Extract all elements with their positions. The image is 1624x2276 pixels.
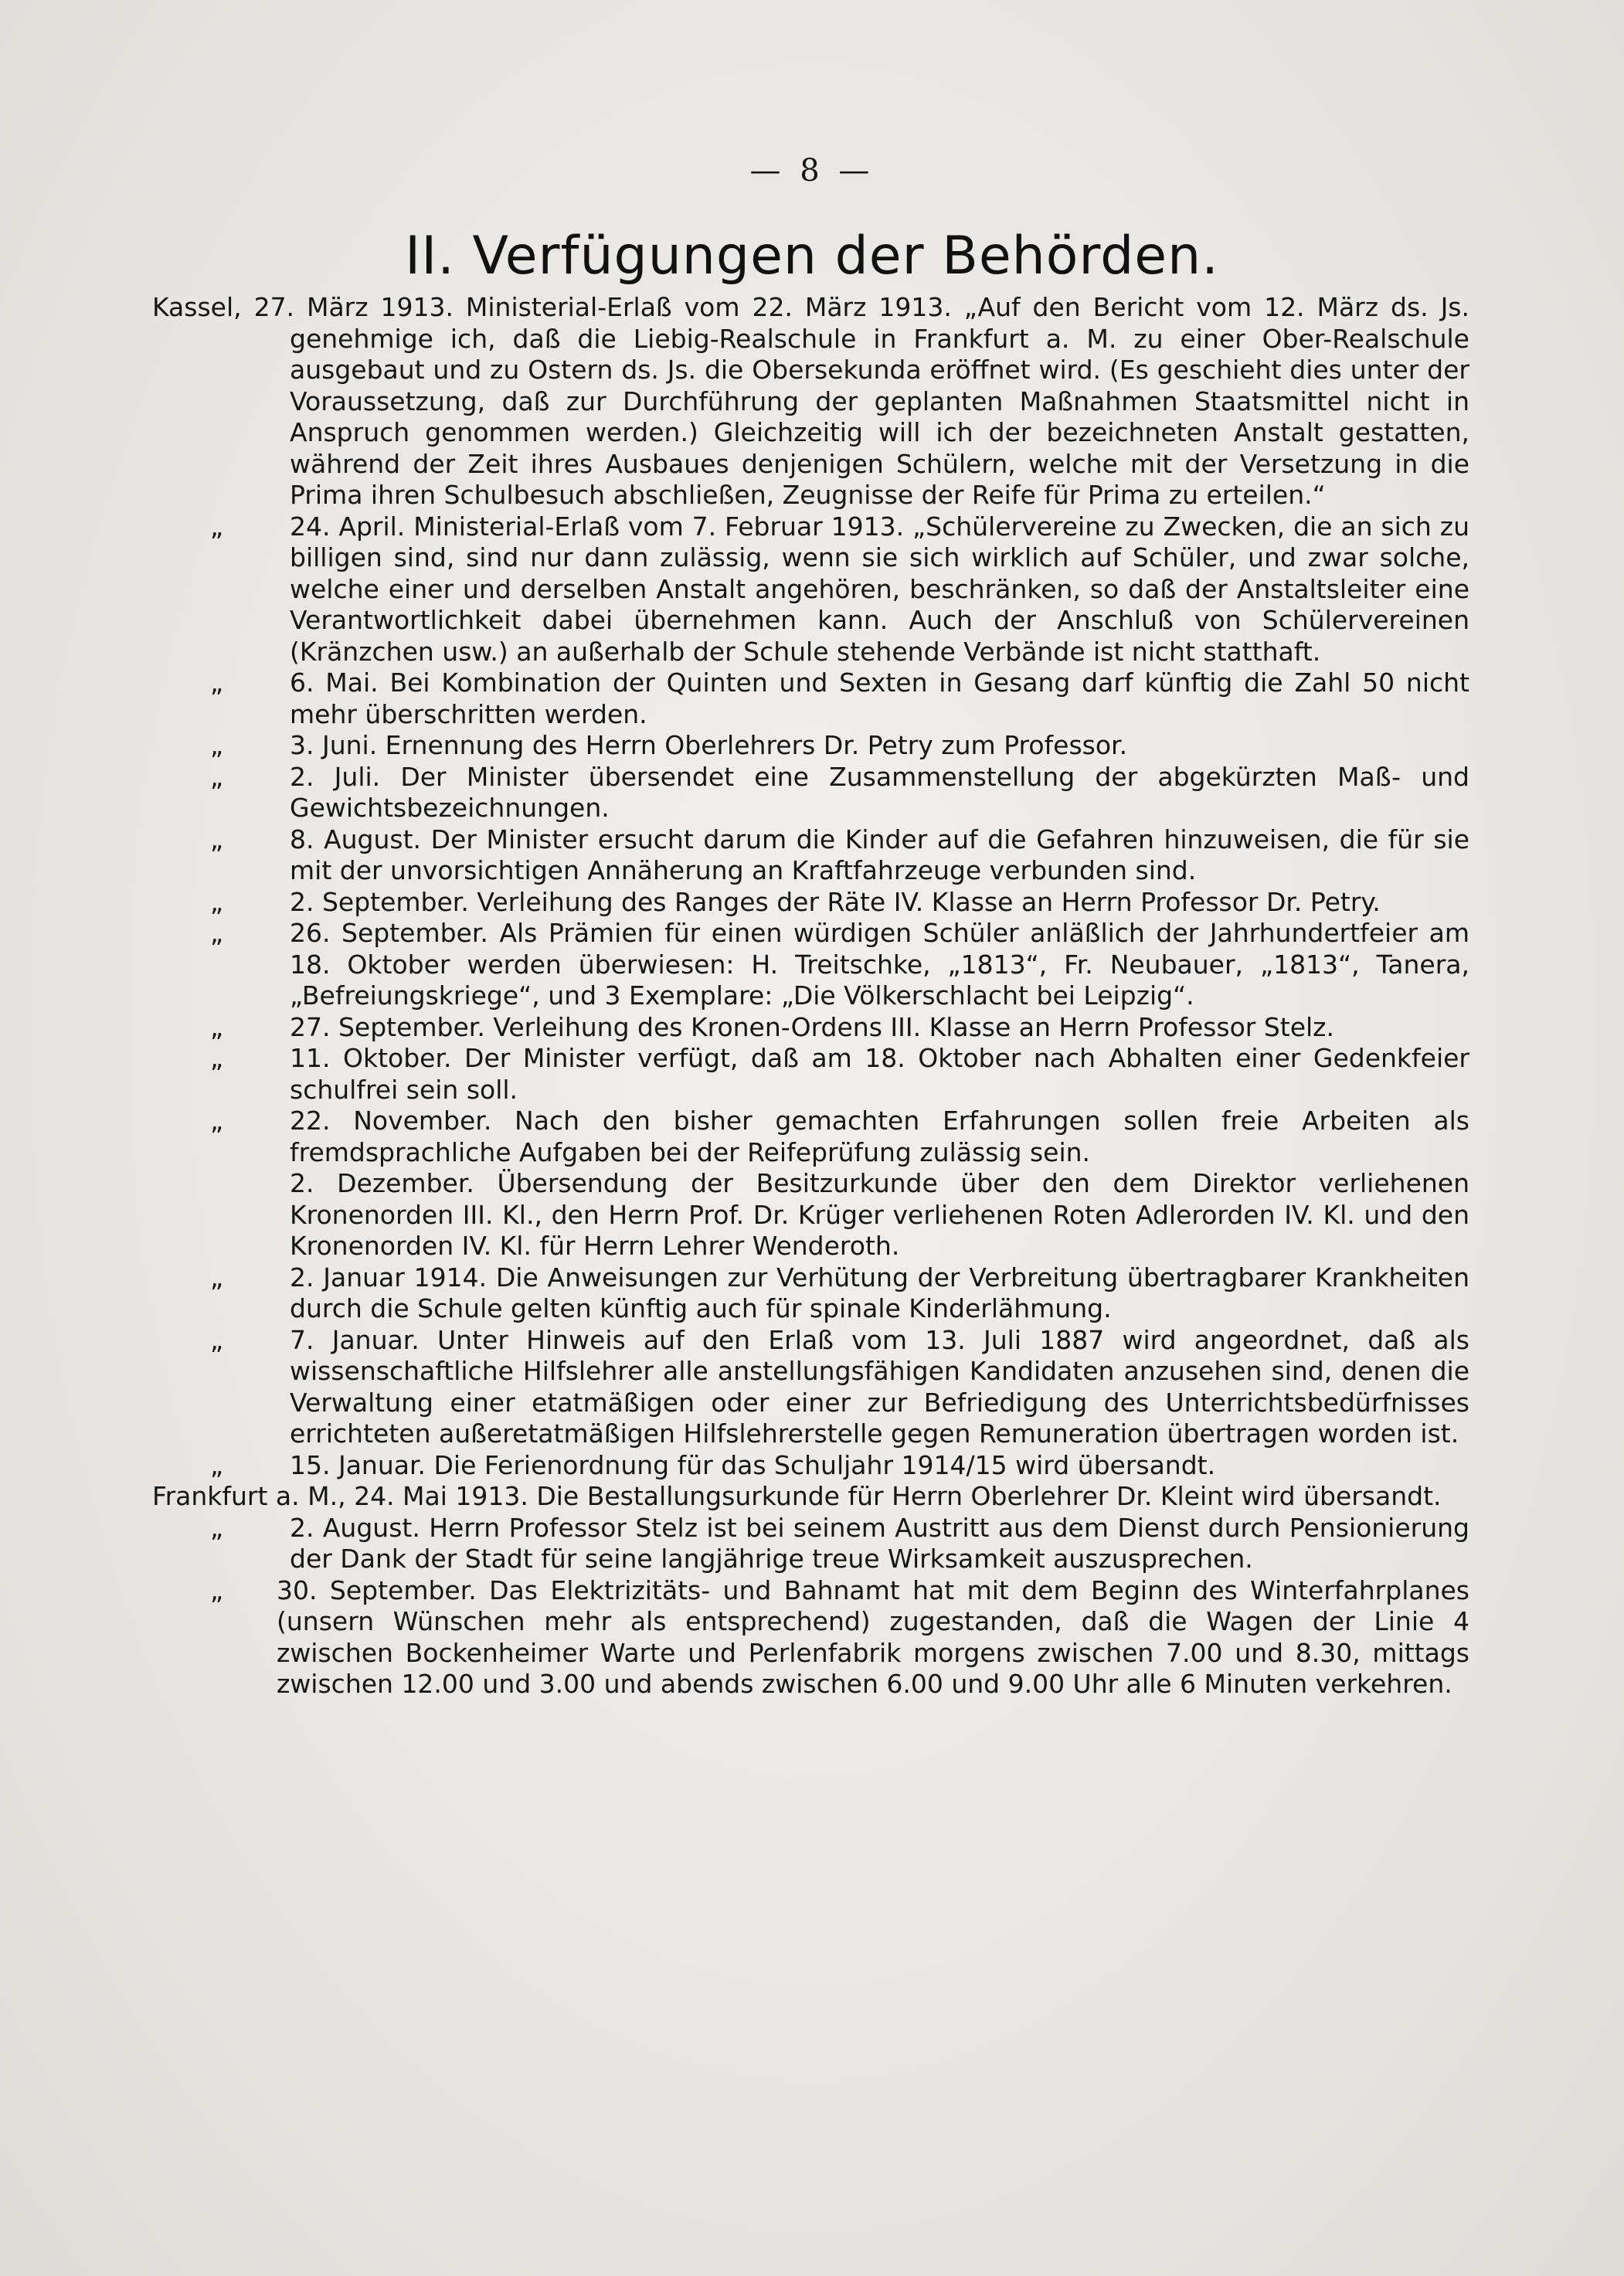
decree-text: 2. September. Verleihung des Ranges der Räte IV. Klasse an Herrn Professor Dr. Petry. (290, 886, 1381, 917)
decree-text: Kassel, 27. März 1913. Ministerial-Erlaß vom 22. März 1913. „Auf den Bericht vom 12. März ds. Js. genehmige ich, daß die Liebig-Realschule in Frankfurt a. M. zu einer Ober-Realschule ausgebaut und zu Ostern ds. Js. die Obersekunda eröffnet wird. (Es geschieht dies unter der Voraussetzung, daß zur Durchführung der geplanten Maßnahmen Staatsmittel nicht in Anspruch genommen werden.) Gleichzeitig will ich der bezeichneten Anstalt gestatten, während der Zeit ihres Ausbaues denjenigen Schülern, welche mit der Versetzung in die Prima ihren Schulbesuch abschließen, Zeugnisse der Reife für Prima zu erteilen.“ (152, 292, 1469, 510)
decree-entry (0, 730, 1624, 762)
decree-entry (0, 1450, 1624, 1482)
decree-entry (0, 1513, 1624, 1575)
ditto-mark: „ (210, 918, 224, 948)
decree-entry (0, 1106, 1624, 1168)
decree-text: 27. September. Verleihung des Kronen-Ordens III. Klasse an Herrn Professor Stelz. (290, 1011, 1334, 1042)
decree-entry (0, 668, 1624, 730)
decree-text: 2. August. Herrn Professor Stelz ist bei seinem Austritt aus dem Dienst durch Pensionierung der Dank der Stadt für seine langjährige treue Wirksamkeit auszusprechen. (290, 1512, 1469, 1574)
decree-text: 26. September. Als Prämien für einen würdigen Schüler anläßlich der Jahrhundertfeier am 18. Oktober werden überwiesen: H. Treitschke, „1813“, Fr. Neubauer, „1813“, Tanera, „Befreiungskriege“, und 3 Exemplare: „Die Völkerschlacht bei Leipzig“. (290, 918, 1469, 1011)
ditto-mark: „ (210, 824, 224, 854)
ditto-mark: „ (210, 1043, 224, 1073)
decree-entry (0, 511, 1624, 668)
decree-text: 2. Januar 1914. Die Anweisungen zur Verhütung der Verbreitung übertragbarer Krankheiten durch die Schule gelten künftig auch für spinale Kinderlähmung. (290, 1262, 1469, 1323)
ditto-mark: „ (210, 511, 224, 542)
decree-text: 11. Oktober. Der Minister verfügt, daß am 18. Oktober nach Abhalten einer Gedenkfeier schulfrei sein soll. (290, 1043, 1469, 1105)
ditto-mark: „ (210, 1324, 224, 1355)
ditto-mark: „ (210, 730, 224, 760)
decree-entry (0, 292, 1624, 511)
decree-list (0, 292, 1624, 1700)
decree-text: 24. April. Ministerial-Erlaß vom 7. Februar 1913. „Schülervereine zu Zwecken, die an sich zu billigen sind, sind nur dann zulässig, wenn sie sich wirklich auf Schüler, und zwar solche, welche einer und derselben Anstalt angehören, beschränken, so daß der Anstaltsleiter eine Verantwortlichkeit dabei übernehmen kann. Auch der Anschluß von Schülervereinen (Kränzchen usw.) an außerhalb der Schule stehende Verbände ist nicht statthaft. (290, 511, 1469, 667)
decree-entry (0, 1168, 1624, 1262)
page-number: — 8 — (749, 153, 875, 189)
decree-text: 8. August. Der Minister ersucht darum die Kinder auf die Gefahren hinzuweisen, die für sie mit der unvorsichtigen Annäherung an Kraftfahrzeuge verbunden sind. (290, 824, 1469, 885)
decree-entry (0, 1012, 1624, 1044)
decree-text: 6. Mai. Bei Kombination der Quinten und Sexten in Gesang darf künftig die Zahl 50 nicht mehr überschritten werden. (290, 668, 1469, 729)
ditto-mark: „ (210, 668, 224, 698)
ditto-mark: „ (210, 761, 224, 792)
decree-text: 30. September. Das Elektrizitäts- und Bahnamt hat mit dem Beginn des Winterfahrplanes (unsern Wünschen mehr als entsprechend) zugestanden, daß die Wagen der Linie 4 zwischen Bockenheimer Warte und Perlenfabrik morgens zwischen 7.00 und 8.30, mittags zwischen 12.00 und 3.00 und abends zwischen 6.00 und 9.00 Uhr alle 6 Minuten verkehren. (277, 1575, 1469, 1699)
decree-text: 3. Juni. Ernennung des Herrn Oberlehrers Dr. Petry zum Professor. (290, 730, 1128, 760)
decree-text: 22. November. Nach den bisher gemachten Erfahrungen sollen freie Arbeiten als fremdsprachliche Aufgaben bei der Reifeprüfung zulässig sein. (290, 1106, 1469, 1167)
decree-entry (0, 762, 1624, 824)
ditto-mark: „ (210, 1011, 224, 1042)
section-heading: II. Verfügungen der Behörden. (405, 226, 1219, 287)
ditto-mark: „ (210, 1512, 224, 1543)
decree-text: 7. Januar. Unter Hinweis auf den Erlaß vom 13. Juli 1887 wird angeordnet, daß als wissenschaftliche Hilfslehrer alle anstellungsfähigen Kandidaten anzusehen sind, denen die Verwaltung einer etatmäßigen oder einer zur Befriedigung des Unterrichtsbedürfnisses errichteten außeretatmäßigen Hilfslehrerstelle gegen Remuneration übertragen worden ist. (290, 1324, 1469, 1449)
decree-text: Frankfurt a. M., 24. Mai 1913. Die Bestallungsurkunde für Herrn Oberlehrer Dr. Kleint wird übersandt. (152, 1481, 1442, 1511)
decree-text: 15. Januar. Die Ferienordnung für das Schuljahr 1914/15 wird übersandt. (290, 1449, 1216, 1480)
decree-entry (0, 1481, 1624, 1513)
decree-entry (0, 1575, 1624, 1700)
ditto-mark: „ (210, 1575, 224, 1605)
ditto-mark: „ (210, 1262, 224, 1293)
ditto-mark: „ (210, 1449, 224, 1480)
decree-entry (0, 1043, 1624, 1106)
decree-entry (0, 887, 1624, 919)
ditto-mark: „ (210, 1106, 224, 1136)
ditto-mark: „ (210, 886, 224, 917)
decree-entry (0, 1325, 1624, 1450)
decree-entry (0, 918, 1624, 1012)
decree-entry (0, 1262, 1624, 1325)
decree-text: 2. Dezember. Übersendung der Besitzurkunde über den dem Direktor verliehenen Kronenorden III. Kl., den Herrn Prof. Dr. Krüger verliehenen Roten Adlerorden IV. Kl. und den Kronenorden IV. Kl. für Herrn Lehrer Wenderoth. (290, 1168, 1469, 1261)
decree-entry (0, 824, 1624, 887)
decree-text: 2. Juli. Der Minister übersendet eine Zusammenstellung der abgekürzten Maß- und Gewichtsbezeichnungen. (290, 761, 1469, 823)
